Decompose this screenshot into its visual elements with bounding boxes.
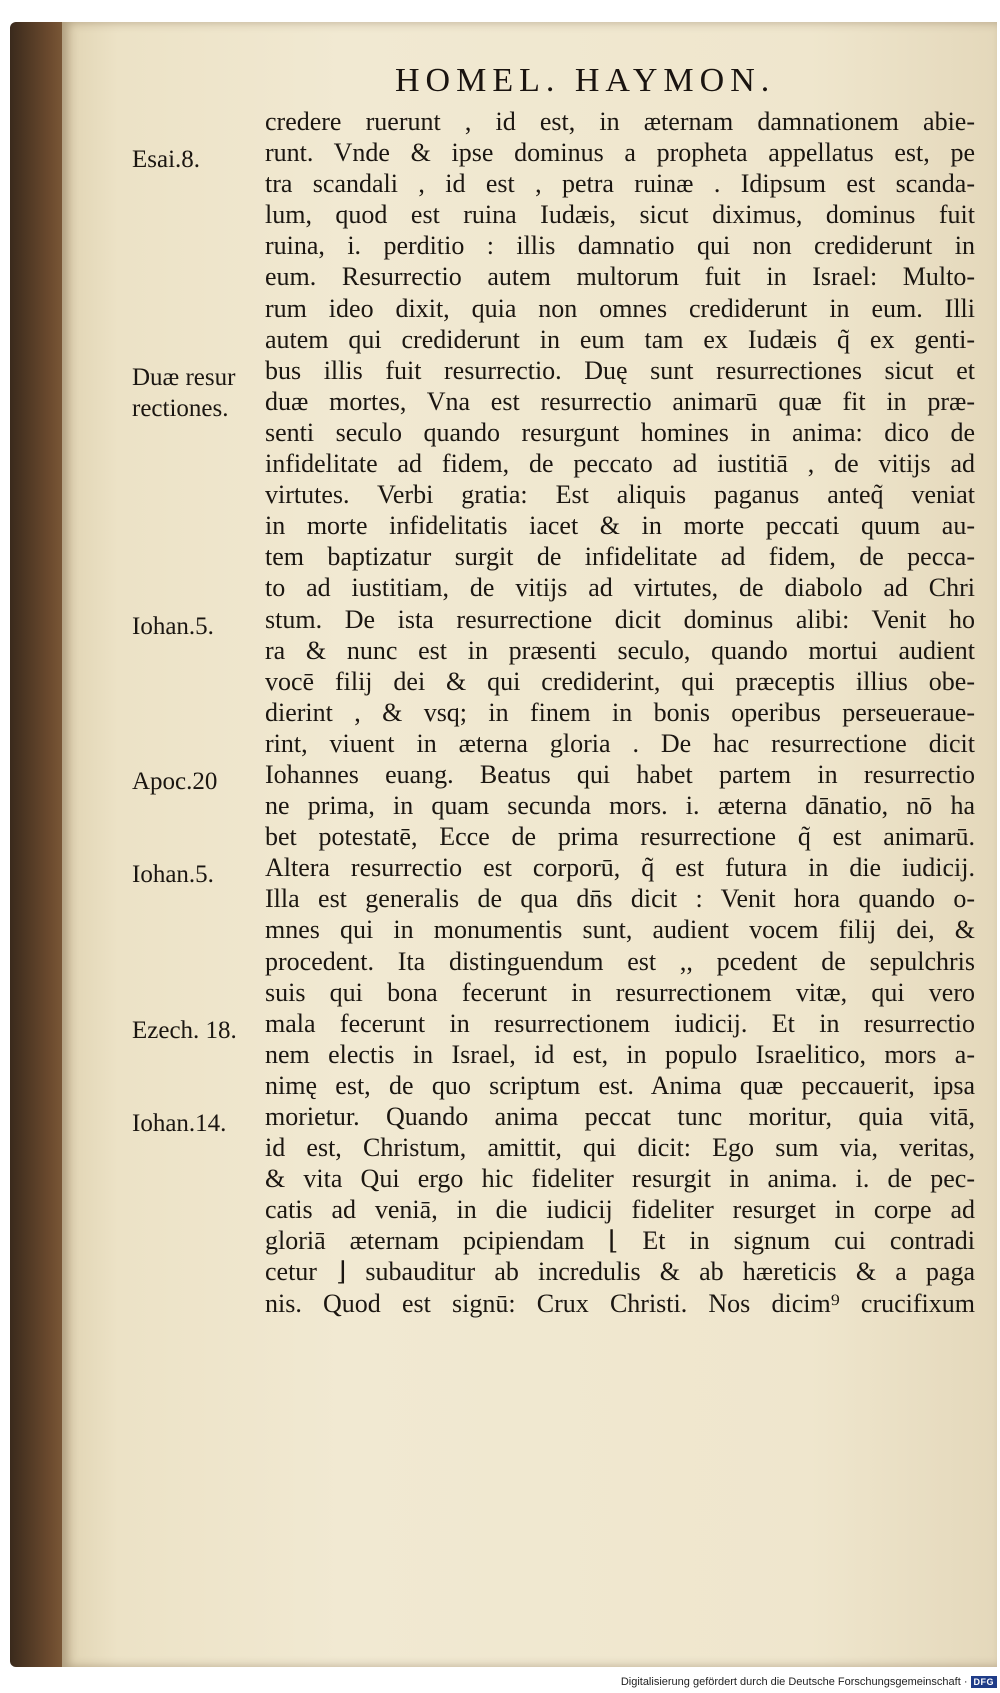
text-line: cetur ⌋ subauditur ab incredulis & ab hæreticis & a paga bbox=[265, 1257, 975, 1287]
text-line: stum. De ista resurrectione dicit dominus alibi: Venit ho bbox=[265, 604, 975, 634]
marginal-note: Iohan.5. bbox=[132, 612, 214, 640]
text-line: Illa est generalis de qua dn̄s dicit : Venit hora quando o- bbox=[265, 884, 975, 914]
text-line: infidelitate ad fidem, de peccato ad iustitiā , de vitijs ad bbox=[265, 449, 975, 479]
text-line: autem qui crediderunt in eum tam ex Iudæis q̃ ex genti- bbox=[265, 324, 975, 354]
dfg-logo: DFG bbox=[971, 1676, 998, 1688]
text-line: procedent. Ita distinguendum est ,, pcedent de sepulchris bbox=[265, 946, 975, 976]
text-line: senti seculo quando resurgunt homines in anima: dico de bbox=[265, 417, 975, 447]
text-line: Altera resurrectio est corporū, q̃ est futura in die iudicij. bbox=[265, 853, 975, 883]
text-line: bus illis fuit resurrectio. Duę sunt resurrectiones sicut et bbox=[265, 355, 975, 385]
text-line: suis qui bona fecerunt in resurrectionem vitæ, qui vero bbox=[265, 977, 975, 1007]
marginal-note: Duæ resur bbox=[132, 363, 236, 391]
text-line: tra scandali , id est , petra ruinæ . Idipsum est scanda- bbox=[265, 169, 975, 199]
text-line: gloriā æternam pcipiendam ⌊ Et in signum cui contradi bbox=[265, 1226, 975, 1256]
text-line: duæ mortes, Vna est resurrectio animarū quæ fit in præ- bbox=[265, 386, 975, 416]
text-line: to ad iustitiam, de vitijs ad virtutes, de diabolo ad Chri bbox=[265, 573, 975, 603]
text-line: & vita Qui ergo hic fideliter resurgit in anima. i. de pec- bbox=[265, 1164, 975, 1194]
text-line: lum, quod est ruina Iudæis, sicut diximus, dominus fuit bbox=[265, 200, 975, 230]
text-line: ra & nunc est in præsenti seculo, quando mortui audient bbox=[265, 635, 975, 665]
marginal-note: Iohan.14. bbox=[132, 1110, 227, 1138]
text-line: virtutes. Verbi gratia: Est aliquis paganus anteq̃ veniat bbox=[265, 480, 975, 510]
text-line: morietur. Quando anima peccat tunc moritur, quia vitā, bbox=[265, 1102, 975, 1131]
text-line: dierint , & vsq; in finem in bonis operibus perseuerauе- bbox=[265, 697, 975, 727]
text-line: nis. Quod est signū: Crux Christi. Nos dicim⁹ crucifixum bbox=[265, 1288, 975, 1318]
text-line: catis ad veniā, in die iudicij fideliter resurget in corpe ad bbox=[265, 1195, 975, 1225]
marginal-note: rectiones. bbox=[132, 394, 229, 422]
marginal-note: Apoc.20 bbox=[132, 768, 218, 796]
text-line: mnes qui in monumentis sunt, audient vocem filij dei, & bbox=[265, 915, 975, 945]
text-line: vocē filij dei & qui crediderint, qui præceptis illius obe- bbox=[265, 666, 975, 696]
funding-note: Digitalisierung gefördert durch die Deutsche Forschungsgemeinschaft · bbox=[620, 1676, 968, 1688]
footer bbox=[0, 1673, 1000, 1693]
text-line: credere ruerunt , id est, in æternam damnationem abie- bbox=[265, 107, 975, 136]
text-line: bet potestatē, Ecce de prima resurrectione q̃ est animarū. bbox=[265, 822, 975, 852]
text-line: rint, viuent in æterna gloria . De hac resurrectione dicit bbox=[265, 728, 975, 758]
text-line: nem electis in Israel, id est, in populo Israelitico, mors a- bbox=[265, 1039, 975, 1069]
marginal-note: Ezech. 18. bbox=[132, 1016, 237, 1044]
running-head: HOMEL. HAYMON. bbox=[395, 62, 776, 99]
footer-text bbox=[621, 1676, 997, 1688]
text-line: rum ideo dixit, quia non omnes crediderunt in eum. Illi bbox=[265, 293, 975, 323]
text-line: ne prima, in quam secunda mors. i. æterna dānatio, nō ha bbox=[265, 791, 975, 821]
text-line: tem baptizatur surgit de infidelitate ad fidem, de pecca- bbox=[265, 542, 975, 572]
text-line: runt. Vnde & ipse dominus a propheta appellatus est, pe bbox=[265, 138, 975, 168]
marginal-note: Iohan.5. bbox=[132, 861, 214, 889]
body-text bbox=[265, 106, 975, 1319]
text-line: nimę est, de quo scriptum est. Anima quæ peccauerit, ipsa bbox=[265, 1070, 975, 1100]
text-line: eum. Resurrectio autem multorum fuit in Israel: Multo- bbox=[265, 262, 975, 292]
text-line: id est, Christum, amittit, qui dicit: Ego sum via, veritas, bbox=[265, 1133, 975, 1163]
text-line: mala fecerunt in resurrectionem iudicij. Et in resurrectio bbox=[265, 1008, 975, 1038]
text-line: ruina, i. perditio : illis damnatio qui non crediderunt in bbox=[265, 231, 975, 261]
marginal-note: Esai.8. bbox=[132, 146, 201, 174]
text-line: Iohannes euang. Beatus qui habet partem in resurrectio bbox=[265, 759, 975, 789]
text-line: in morte infidelitatis iacet & in morte peccati quum au- bbox=[265, 511, 975, 541]
